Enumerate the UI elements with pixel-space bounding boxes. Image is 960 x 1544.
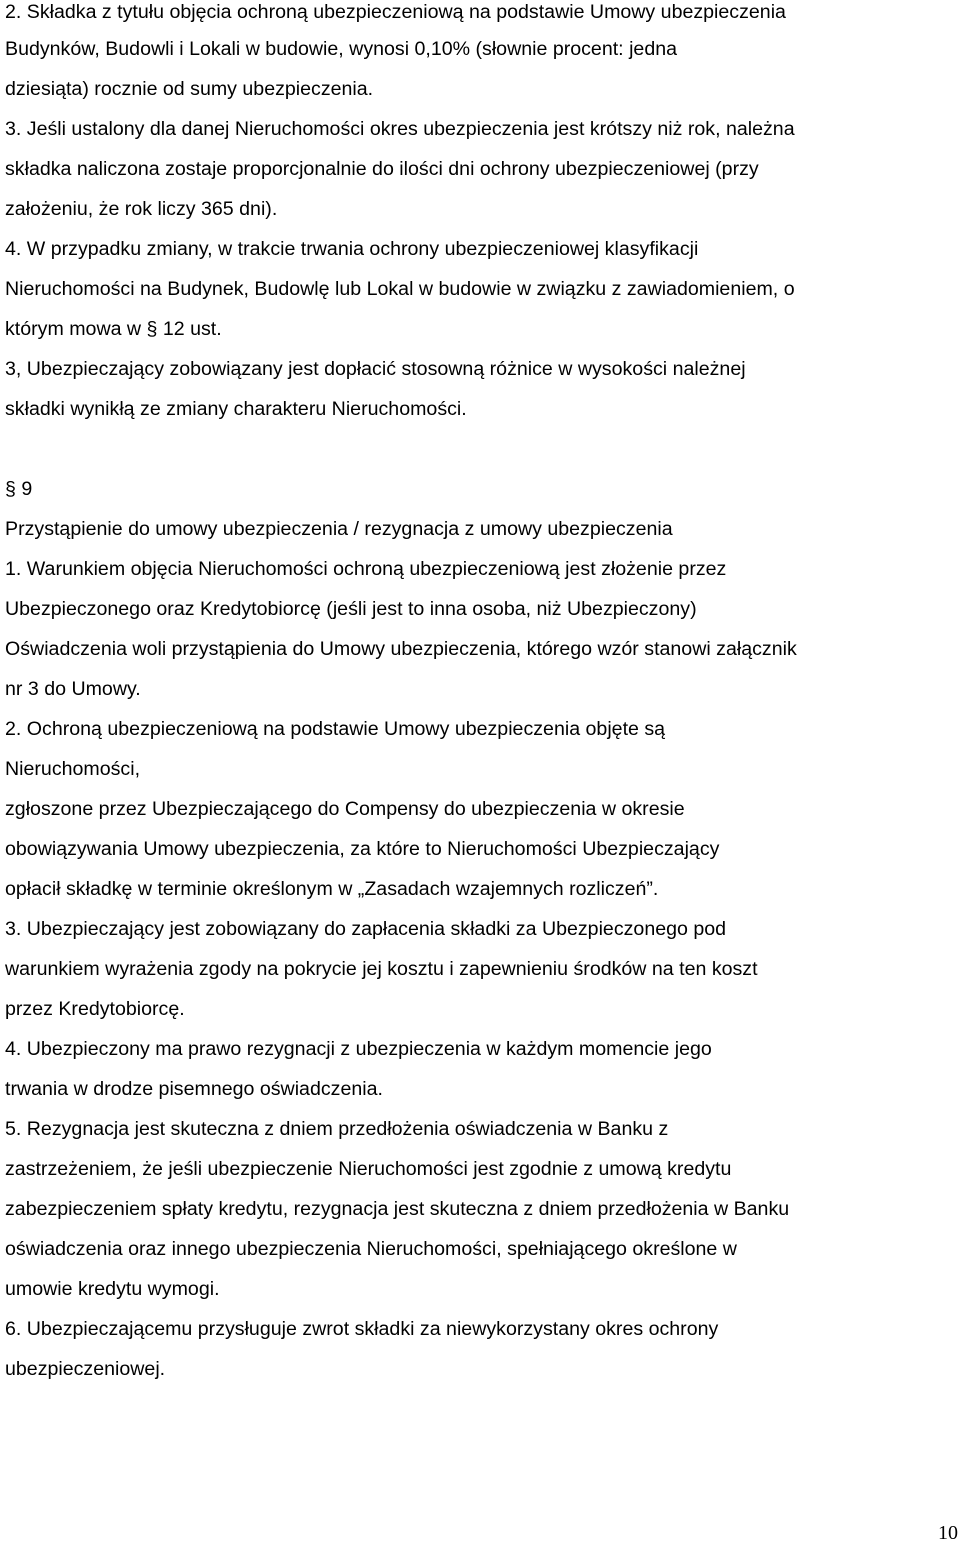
text-line: zabezpieczeniem spłaty kredytu, rezygnacja jest skuteczna z dniem przedłożenia w Banku <box>5 1198 790 1220</box>
text-line: Oświadczenia woli przystąpienia do Umowy ubezpieczenia, którego wzór stanowi załącznik <box>5 638 797 660</box>
text-line: 2. Składka z tytułu objęcia ochroną ubezpieczeniową na podstawie Umowy ubezpieczenia <box>5 1 786 23</box>
page-number: 10 <box>938 1522 958 1544</box>
text-line: oświadczenia oraz innego ubezpieczenia Nieruchomości, spełniającego określone w <box>5 1238 737 1260</box>
text-line: składka naliczona zostaje proporcjonalnie do ilości dni ochrony ubezpieczeniowej (przy <box>5 158 759 180</box>
text-line: zgłoszone przez Ubezpieczającego do Compensy do ubezpieczenia w okresie <box>5 798 685 820</box>
text-line: obowiązywania Umowy ubezpieczenia, za które to Nieruchomości Ubezpieczający <box>5 838 720 860</box>
text-line: przez Kredytobiorcę. <box>5 998 185 1020</box>
text-line: nr 3 do Umowy. <box>5 678 141 700</box>
text-line: 4. W przypadku zmiany, w trakcie trwania ochrony ubezpieczeniowej klasyfikacji <box>5 238 699 260</box>
text-line: 6. Ubezpieczającemu przysługuje zwrot składki za niewykorzystany okres ochrony <box>5 1318 719 1340</box>
text-line: opłacił składkę w terminie określonym w „Zasadach wzajemnych rozliczeń”. <box>5 878 659 900</box>
text-line: warunkiem wyrażenia zgody na pokrycie jej kosztu i zapewnieniu środków na ten koszt <box>5 958 758 980</box>
text-line: 4. Ubezpieczony ma prawo rezygnacji z ubezpieczenia w każdym momencie jego <box>5 1038 712 1060</box>
text-line: którym mowa w § 12 ust. <box>5 318 222 340</box>
text-line: składki wynikłą ze zmiany charakteru Nieruchomości. <box>5 398 467 420</box>
text-line: 3, Ubezpieczający zobowiązany jest dopłacić stosowną różnice w wysokości należnej <box>5 358 746 380</box>
text-line: 1. Warunkiem objęcia Nieruchomości ochroną ubezpieczeniową jest złożenie przez <box>5 558 727 580</box>
text-line: 3. Jeśli ustalony dla danej Nieruchomości okres ubezpieczenia jest krótszy niż rok, należna <box>5 118 795 140</box>
text-line: 3. Ubezpieczający jest zobowiązany do zapłacenia składki za Ubezpieczonego pod <box>5 918 727 940</box>
text-line: dziesiąta) rocznie od sumy ubezpieczenia. <box>5 78 374 100</box>
text-line: zastrzeżeniem, że jeśli ubezpieczenie Nieruchomości jest zgodnie z umową kredytu <box>5 1158 732 1180</box>
text-line: 5. Rezygnacja jest skuteczna z dniem przedłożenia oświadczenia w Banku z <box>5 1118 669 1140</box>
text-line: Nieruchomości na Budynek, Budowlę lub Lokal w budowie w związku z zawiadomieniem, o <box>5 278 795 300</box>
text-line: trwania w drodze pisemnego oświadczenia. <box>5 1078 383 1100</box>
text-line: Budynków, Budowli i Lokali w budowie, wynosi 0,10% (słownie procent: jedna <box>5 38 678 60</box>
text-line: ubezpieczeniowej. <box>5 1358 166 1380</box>
text-line: założeniu, że rok liczy 365 dni). <box>5 198 278 220</box>
text-line: Ubezpieczonego oraz Kredytobiorcę (jeśli jest to inna osoba, niż Ubezpieczony) <box>5 598 697 620</box>
text-line: umowie kredytu wymogi. <box>5 1278 220 1300</box>
text-line: Nieruchomości, <box>5 758 141 780</box>
text-line: Przystąpienie do umowy ubezpieczenia / rezygnacja z umowy ubezpieczenia <box>5 518 673 540</box>
text-line: § 9 <box>5 478 33 500</box>
text-line: 2. Ochroną ubezpieczeniową na podstawie Umowy ubezpieczenia objęte są <box>5 718 666 740</box>
